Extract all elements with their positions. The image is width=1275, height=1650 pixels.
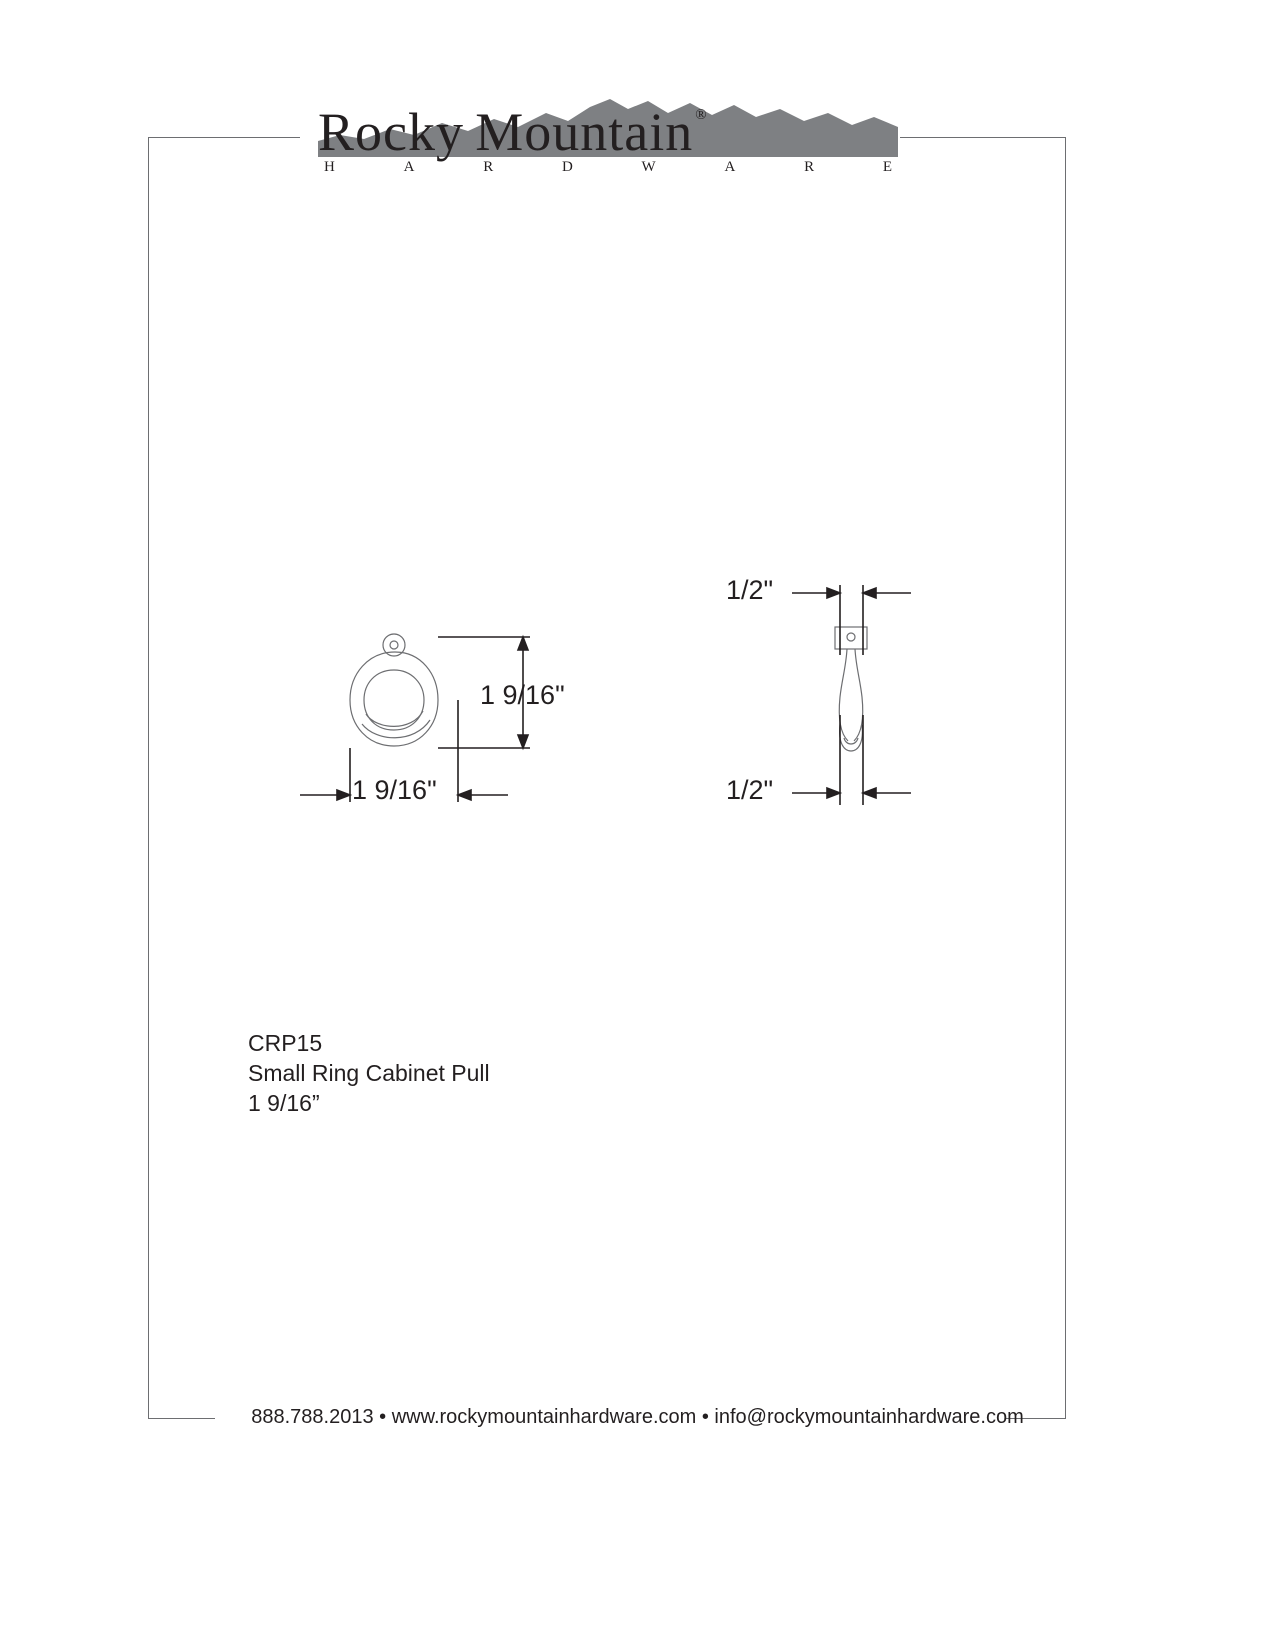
brand-subtitle-letter: D <box>561 159 575 175</box>
brand-name-secondary: Mountain <box>475 102 694 162</box>
footer-email-link[interactable]: info@rockymountainhardware.com <box>714 1406 1024 1428</box>
product-title: Small Ring Cabinet Pull <box>248 1060 490 1086</box>
brand-subtitle <box>320 159 898 176</box>
brand-subtitle-letter: A <box>403 159 417 175</box>
brand-subtitle-letter: R <box>483 159 496 175</box>
front-view-drawing <box>290 590 580 840</box>
footer-phone: 888.788.2013 <box>251 1406 374 1428</box>
product-caption <box>248 1028 490 1118</box>
brand-subtitle-letter: E <box>882 159 894 175</box>
brand-wordmark <box>318 101 898 163</box>
side-view-drawing <box>700 555 950 845</box>
brand-name-primary: Rocky <box>318 102 464 162</box>
front-width-dimension-label: 1 9/16" <box>352 775 437 805</box>
brand-subtitle-letter: R <box>804 159 817 175</box>
brand-subtitle-letter: H <box>324 159 337 175</box>
side-top-dimension-label: 1/2" <box>726 575 774 605</box>
product-sku: CRP15 <box>248 1030 323 1056</box>
page-footer <box>0 1406 1275 1429</box>
brand-subtitle-letter: A <box>724 159 738 175</box>
registered-mark: ® <box>695 107 708 123</box>
footer-separator: • <box>379 1406 387 1428</box>
footer-website-link[interactable]: www.rockymountainhardware.com <box>391 1406 697 1428</box>
product-size: 1 9/16” <box>248 1090 320 1116</box>
front-height-dimension-label: 1 9/16" <box>480 680 565 710</box>
brand-logo <box>318 95 898 195</box>
footer-separator: • <box>701 1406 709 1428</box>
brand-subtitle-letter: W <box>641 159 658 175</box>
side-bottom-dimension-label: 1/2" <box>726 775 774 805</box>
